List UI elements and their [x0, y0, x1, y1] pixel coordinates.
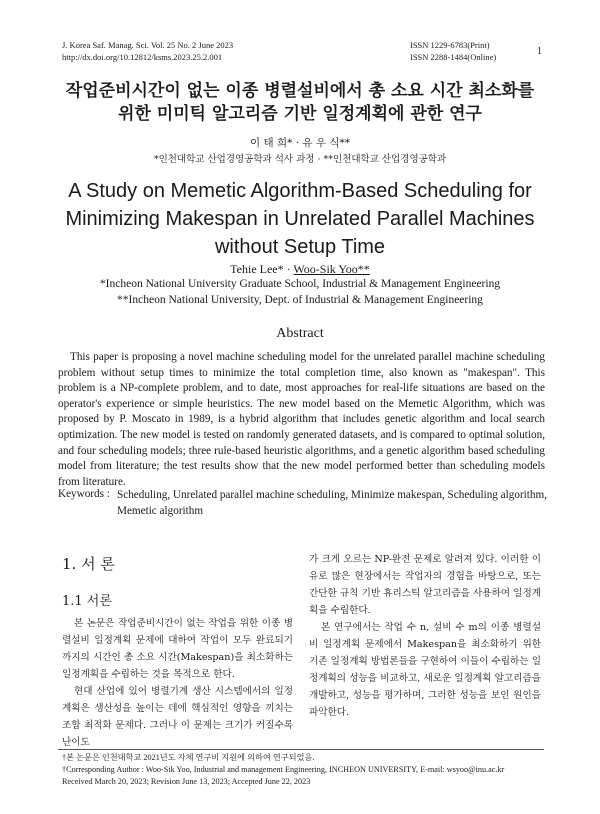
abstract-heading: Abstract — [276, 326, 324, 341]
received-dates: Received March 20, 2023; Revision June 13, 2023; Accepted June 22, 2023 — [62, 777, 311, 787]
keywords-list: Scheduling, Unrelated parallel machine scheduling, Minimize makespan, Scheduling algorithm, Memetic algorithm — [117, 489, 547, 517]
english-title-line-2: Minimizing Makespan in Unrelated Parallel Machines — [65, 208, 535, 230]
left-column — [62, 615, 293, 751]
author-2-corresponding: Woo-Sik Yoo** — [293, 262, 370, 276]
english-authors — [0, 262, 600, 277]
korean-title-line-2: 위한 미미틱 알고리즘 기반 일정계획에 관한 연구 — [118, 104, 482, 124]
korean-affiliation: *인천대학교 산업경영공학과 석사 과정 · **인천대학교 산업경영공학과 — [153, 154, 447, 165]
paragraph: 본 논문은 작업준비시간이 없는 작업을 위한 이종 병렬설비 일정계획 문제에 대하여 작업이 모두 완료되기까지의 시간인 총 소요 시간(Makespan)을 최소화하는 일정계획을 수립하는 것을 목적으로 한다. — [62, 618, 293, 680]
author-separator: · — [283, 262, 294, 276]
doi-link[interactable]: http://dx.doi.org/10.12812/ksms.2023.25.2.001 — [62, 51, 223, 62]
journal-citation: J. Korea Saf. Manag. Sci. Vol. 25 No. 2 June 2023 — [62, 40, 234, 50]
funding-footnote: †본 논문은 인천대학교 2021년도 자체 연구비 지원에 의하여 연구되었음. — [62, 753, 315, 762]
author-1: Tehie Lee* — [230, 262, 284, 276]
right-column — [309, 551, 541, 721]
english-title-line-3: without Setup Time — [214, 236, 386, 258]
issn-block — [410, 40, 496, 63]
keywords-label: Keywords : — [58, 488, 110, 500]
journal-header — [62, 40, 233, 63]
korean-title-line-1: 작업준비시간이 없는 이종 병렬설비에서 총 소요 시간 최소화를 — [65, 81, 535, 101]
footnote-divider — [58, 749, 544, 750]
abstract-body: This paper is proposing a novel machine scheduling model for the unrelated parallel machine scheduling problem without setup times to minimize the total completion time, also known as "makespan". This problem is a NP-complete problem, and to date, most approaches for real-life situations are based on the operator's experience or simple heuristics. The new model based on the Memetic Algorithm, which was proposed by P. Moscato in 1989, is a hybrid algorithm that includes genetic algorithm and local search optimization. The new model is tested on randomly generated datasets, and is compared to optimal solution, and four scheduling models; three rule-based heuristic algorithms, and a genetic algorithm based scheduling model from literature; the test results show that the new model performed better than scheduling models from literature. — [58, 351, 545, 488]
english-affiliation-2: **Incheon National University, Dept. of Industrial & Management Engineering — [117, 294, 483, 306]
paragraph: 현대 산업에 있어 병렬기계 생산 시스템에서의 일정계획은 생산성을 높이는 데에 핵심적인 영향을 끼치는 조합 최적화 문제다. 그러나 이 문제는 크기가 커질수록 난이도 — [62, 686, 293, 748]
english-title-line-1: A Study on Memetic Algorithm-Based Scheduling for — [68, 180, 532, 202]
paragraph: 가 크게 오르는 NP-완전 문제로 알려져 있다. 이러한 이유로 많은 현장에서는 작업자의 경험을 바탕으로, 또는 간단한 규칙 기반 휴리스틱 알고리즘을 사용하여 일정계획을 수립한다. — [309, 554, 541, 616]
corresponding-author-footnote: †Corresponding Author : Woo-Sik Yoo, Industrial and management Engineering, INCHEON UNIVERSITY, E-mail: wsyoo@inu.ac.kr — [62, 765, 505, 775]
issn-print: ISSN 1229-6783(Print) — [410, 40, 490, 50]
footnotes — [62, 752, 546, 789]
english-affiliation-1: *Incheon National University Graduate School, Industrial & Management Engineering — [99, 278, 501, 290]
section-title-introduction: 1. 서 론 — [62, 555, 115, 573]
page-number: 1 — [537, 46, 542, 57]
subsection-title: 1.1 서론 — [62, 594, 112, 609]
paragraph: 본 연구에서는 작업 수 n, 설비 수 m의 이종 병렬설비 일정계획 문제에서 Makespan을 최소화하기 위한 기존 일정계획 방법론들을 구현하여 이들이 수립하는 일정계획의 성능을 비교하고, 새로운 일정계획 알고리즘을 개발하고, 성능을 평가하며, 그러한 성능을 보인 원인을 파악한다. — [309, 622, 541, 718]
issn-online: ISSN 2288-1484(Online) — [410, 51, 497, 62]
korean-authors: 이 태 희* · 유 우 식** — [250, 137, 350, 149]
